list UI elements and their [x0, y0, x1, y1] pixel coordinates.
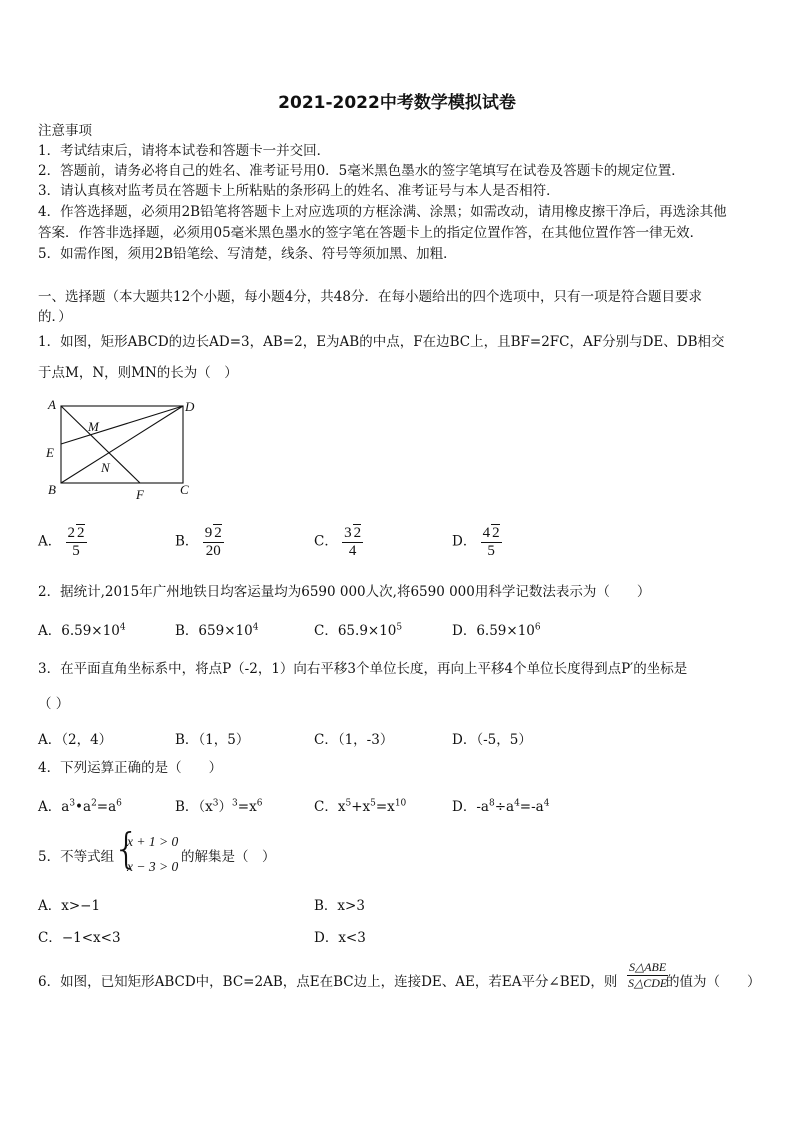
q4-option-b[interactable]: B．$(x^3)^3=x^6$: [175, 798, 263, 815]
question-1-stem: 1．如图，矩形ABCD的边长AD=3，AB=2，E为AB的中点，F在边BC上，且BF=2FC，AF分别与DE、DB相交: [38, 334, 725, 350]
figure-label-e: E: [46, 445, 54, 460]
figure-label-d: D: [185, 399, 195, 414]
question-1-figure: [40, 394, 210, 506]
q1-option-c[interactable]: C． $\frac{3 2}{4}$: [314, 525, 362, 559]
q5-option-c[interactable]: C．−1<x<3: [38, 930, 121, 946]
q2-option-c[interactable]: C．$65.9\times 10^5$: [314, 622, 403, 639]
notice-item: 5．如需作图，须用2B铅笔绘、写清楚，线条、符号等须加黑、加粗．: [38, 246, 457, 262]
q5-option-b[interactable]: B．x>3: [314, 898, 365, 914]
figure-label-a: A: [48, 397, 56, 412]
q2-option-d[interactable]: D．$6.59\times 10^6$: [452, 622, 541, 639]
fraction: $\frac{3 2}{4}$: [344, 525, 362, 559]
question-5-prefix: 5．不等式组: [38, 849, 115, 865]
q3-option-b[interactable]: B．（1，5）: [175, 732, 250, 748]
section-heading: 一、选择题（本大题共12个小题，每小题4分，共48分．在每小题给出的四个选项中，只有一项是符合题目要求: [38, 289, 702, 305]
figure-label-f: F: [136, 487, 144, 502]
question-6-suffix: 的值为（ ）: [666, 974, 761, 990]
q2-option-a[interactable]: A．$6.59\times 10^4$: [38, 622, 126, 639]
question-6-stem: 6．如图，已知矩形ABCD中，BC=2AB，点E在BC边上，连接DE、AE，若EA平分∠BED，则: [38, 974, 618, 990]
q4-option-c[interactable]: C．$x^5+x^5=x^{10}$: [314, 798, 407, 815]
inequality-1: x + 1 > 0: [127, 834, 179, 849]
section-heading-cont: 的．）: [38, 309, 72, 325]
figure-label-b: B: [48, 482, 56, 497]
notice-item: 2．答题前，请务必将自己的姓名、准考证号用0．5毫米黑色墨水的签字笔填写在试卷及答题卡的规定位置．: [38, 163, 685, 179]
fraction: $\frac{9 2}{20}$: [204, 525, 222, 559]
notice-item: 答案．作答非选择题，必须用05毫米黑色墨水的签字笔在答题卡上的指定位置作答，在其他位置作答一律无效．: [38, 225, 704, 241]
figure-label-c: C: [180, 482, 189, 497]
q5-option-d[interactable]: D．x<3: [314, 930, 366, 946]
question-5-suffix: 的解集是（ ）: [181, 849, 276, 865]
q4-option-d[interactable]: D．$-a^8\div a^4=-a^4$: [452, 798, 550, 815]
fraction: $\frac{4 2}{5}$: [482, 525, 500, 559]
notice-heading: 注意事项: [38, 123, 92, 139]
question-3-stem-cont: （ ）: [38, 696, 70, 712]
q4-option-a[interactable]: A．$a^3•a^2=a^6$: [38, 798, 122, 815]
notice-item: 1．考试结束后，请将本试卷和答题卡一并交回．: [38, 143, 331, 159]
q3-option-a[interactable]: A．（2，4）: [38, 732, 113, 748]
exam-title: 2021-2022中考数学模拟试卷: [278, 93, 516, 113]
notice-item: 4．作答选择题，必须用2B铅笔将答题卡上对应选项的方框涂满、涂黑；如需改动，请用橡皮擦干净后，再选涂其他: [38, 204, 727, 220]
q1-option-a[interactable]: A． $\frac{2 2}{5}$: [38, 525, 85, 559]
area-ratio-fraction: $\frac{\text{S△ABE}}{\text{S△CDE}}$: [628, 960, 668, 990]
notice-item: 3．请认真核对监考员在答题卡上所粘贴的条形码上的姓名、准考证号与本人是否相符．: [38, 183, 560, 199]
q3-option-d[interactable]: D．（-5，5）: [452, 732, 532, 748]
system-brace: {: [113, 824, 140, 873]
question-3-stem: 3．在平面直角坐标系中，将点P（-2，1）向右平移3个单位长度，再向上平移4个单位长度得到点P′的坐标是: [38, 661, 688, 677]
q3-option-c[interactable]: C．（1，-3）: [314, 732, 394, 748]
q5-option-a[interactable]: A．x>−1: [38, 898, 101, 914]
question-4-stem: 4．下列运算正确的是（ ）: [38, 760, 223, 776]
question-2-stem: 2．据统计,2015年广州地铁日均客运量均为6590 000人次,将6590 000用科学记数法表示为（ ）: [38, 584, 651, 600]
figure-label-m: M: [88, 419, 99, 434]
inequality-2: x − 3 > 0: [127, 859, 179, 874]
question-1-stem-cont: 于点M，N，则MN的长为（ ）: [38, 365, 238, 381]
figure-label-n: N: [101, 460, 110, 475]
q1-option-d[interactable]: D． $\frac{4 2}{5}$: [452, 525, 500, 559]
q2-option-b[interactable]: B．$659\times 10^4$: [175, 622, 259, 639]
q1-option-b[interactable]: B． $\frac{9 2}{20}$: [175, 525, 222, 559]
fraction: $\frac{2 2}{5}$: [67, 525, 85, 559]
